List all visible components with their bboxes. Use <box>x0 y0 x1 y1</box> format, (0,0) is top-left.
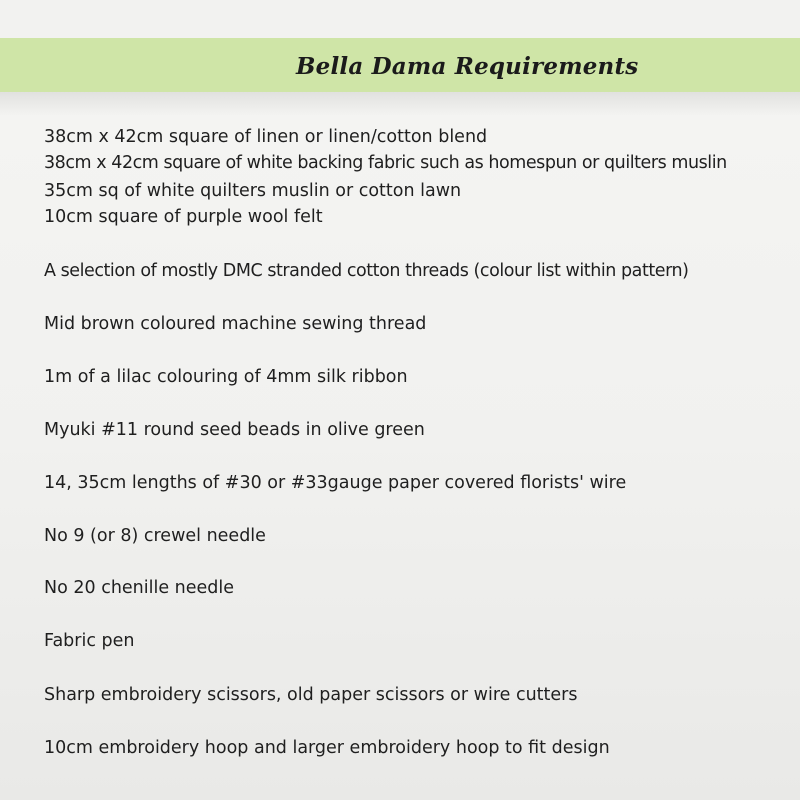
requirement-item-florists-wire: 14, 35cm lengths of #30 or #33gauge paper covered florists' wire <box>44 473 627 493</box>
page-title: Bella Dama Requirements <box>296 53 639 80</box>
requirement-item-backing-fabric: 38cm x 42cm square of white backing fabric such as homespun or quilters muslin <box>44 153 727 173</box>
requirement-item-cotton-threads: A selection of mostly DMC stranded cotton threads (colour list within pattern) <box>44 261 689 281</box>
requirement-item-fabric-pen: Fabric pen <box>44 631 135 651</box>
requirement-item-chenille-needle: No 20 chenille needle <box>44 578 235 598</box>
requirement-item-muslin: 35cm sq of white quilters muslin or cotton lawn <box>44 181 462 201</box>
requirement-item-embroidery-hoop: 10cm embroidery hoop and larger embroidery hoop to fit design <box>44 738 610 758</box>
requirement-item-wool-felt: 10cm square of purple wool felt <box>44 207 323 227</box>
requirement-item-scissors: Sharp embroidery scissors, old paper scissors or wire cutters <box>44 685 578 705</box>
requirement-item-seed-beads: Myuki #11 round seed beads in olive green <box>44 420 425 440</box>
requirement-item-linen: 38cm x 42cm square of linen or linen/cotton blend <box>44 127 488 147</box>
requirement-item-sewing-thread: Mid brown coloured machine sewing thread <box>44 314 427 334</box>
requirement-item-crewel-needle: No 9 (or 8) crewel needle <box>44 526 266 546</box>
requirement-item-silk-ribbon: 1m of a lilac colouring of 4mm silk ribbon <box>44 367 408 387</box>
requirements-list <box>44 0 794 800</box>
